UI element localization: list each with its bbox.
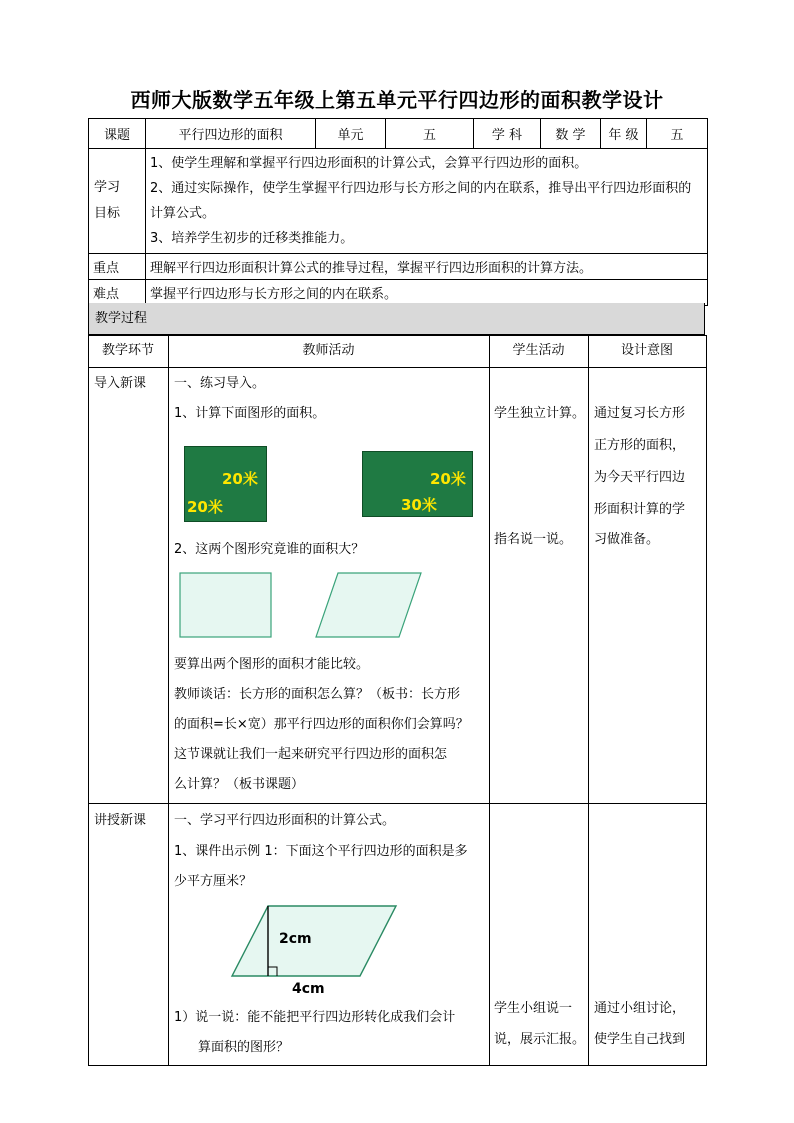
design-intent-line: 习做准备。 xyxy=(594,532,660,547)
rectangle-side-label: 20米 xyxy=(430,470,466,488)
square-side-label: 20米 xyxy=(187,498,223,516)
grade-label: 年 级 xyxy=(601,119,647,149)
table-border xyxy=(489,335,490,1066)
lesson-info-table xyxy=(88,118,708,306)
teacher-line: 的面积=长×宽）那平行四边形的面积你们会算吗？ xyxy=(174,717,469,732)
comparison-shapes xyxy=(178,571,428,641)
table-border xyxy=(168,335,169,1066)
goal-item: 1、使学生理解和掌握平行四边形面积的计算公式，会算平行四边形的面积。 xyxy=(150,156,588,171)
teacher-line: 1、课件出示例 1：下面这个平行四边形的面积是多 xyxy=(174,844,468,859)
teacher-line: 一、学习平行四边形面积的计算公式。 xyxy=(174,813,396,828)
process-heading: 教学过程 xyxy=(88,303,705,335)
difficulty-label: 难点 xyxy=(89,280,146,306)
student-activity: 说，展示汇报。 xyxy=(494,1032,586,1047)
design-intent-line: 通过小组讨论， xyxy=(594,1001,686,1016)
topic-value: 平行四边形的面积 xyxy=(146,119,316,149)
teacher-line: 么计算？（板书课题） xyxy=(174,777,305,792)
teacher-line: 算面积的图形？ xyxy=(198,1040,290,1055)
design-intent-line: 使学生自己找到 xyxy=(594,1032,686,1047)
square-side-label: 20米 xyxy=(222,470,258,488)
subject-value: 数 学 xyxy=(541,119,601,149)
rectangle-side-label: 30米 xyxy=(401,496,437,514)
teacher-line: 2、这两个图形究竟谁的面积大？ xyxy=(174,542,365,557)
design-intent-line: 形面积计算的学 xyxy=(594,502,686,517)
key-point-text: 理解平行四边形面积计算公式的推导过程，掌握平行四边形面积的计算方法。 xyxy=(146,254,708,280)
design-intent-line: 通过复习长方形 xyxy=(594,406,686,421)
unit-label: 单元 xyxy=(316,119,386,149)
col-header-stage: 教学环节 xyxy=(101,343,154,358)
stage-intro: 导入新课 xyxy=(94,376,147,391)
teacher-line: 1、计算下面图形的面积。 xyxy=(174,406,326,421)
student-activity: 学生小组说一 xyxy=(494,1001,573,1016)
student-activity: 指名说一说。 xyxy=(494,532,573,547)
teacher-line: 一、练习导入。 xyxy=(174,376,266,391)
col-header-teacher: 教师活动 xyxy=(302,343,355,358)
table-border xyxy=(88,367,707,368)
teacher-line: 要算出两个图形的面积才能比较。 xyxy=(174,657,370,672)
rectangle-shape xyxy=(180,573,271,637)
table-border xyxy=(88,803,707,804)
table-border xyxy=(88,1065,707,1066)
topic-label: 课题 xyxy=(89,119,146,149)
table-border xyxy=(88,335,89,1066)
teacher-line: 教师谈话：长方形的面积怎么算？（板书：长方形 xyxy=(174,687,461,702)
unit-value: 五 xyxy=(386,119,474,149)
design-intent-line: 为今天平行四边 xyxy=(594,470,686,485)
base-label: 4cm xyxy=(292,981,325,997)
stage-new-lesson: 讲授新课 xyxy=(94,813,147,828)
process-table xyxy=(88,335,707,1066)
difficulty-text: 掌握平行四边形与长方形之间的内在联系。 xyxy=(146,280,708,306)
goals-content xyxy=(146,149,708,254)
design-intent-line: 正方形的面积， xyxy=(594,438,686,453)
parallelogram-outline xyxy=(232,906,396,976)
teacher-line: 1）说一说：能不能把平行四边形转化成我们会计 xyxy=(174,1010,456,1025)
goal-item: 2、通过实际操作，使学生掌握平行四边形与长方形之间的内在联系，推导出平行四边形面积的计算公式。 xyxy=(150,181,692,221)
goals-label: 学习目标 xyxy=(89,149,146,254)
student-activity: 学生独立计算。 xyxy=(494,406,586,421)
col-header-student: 学生活动 xyxy=(512,343,565,358)
grade-value: 五 xyxy=(647,119,708,149)
teacher-line: 这节课就让我们一起来研究平行四边形的面积怎 xyxy=(174,747,448,762)
subject-label: 学 科 xyxy=(474,119,541,149)
table-border xyxy=(706,335,707,1066)
parallelogram-shape xyxy=(316,573,421,637)
table-border xyxy=(588,335,589,1066)
document-title: 西师大版数学五年级上第五单元平行四边形的面积教学设计 xyxy=(130,88,664,112)
teacher-line: 少平方厘米？ xyxy=(174,874,253,889)
col-header-intent: 设计意图 xyxy=(620,343,673,358)
goal-item: 3、培养学生初步的迁移类推能力。 xyxy=(150,231,354,246)
height-label: 2cm xyxy=(279,931,312,947)
key-point-label: 重点 xyxy=(89,254,146,280)
